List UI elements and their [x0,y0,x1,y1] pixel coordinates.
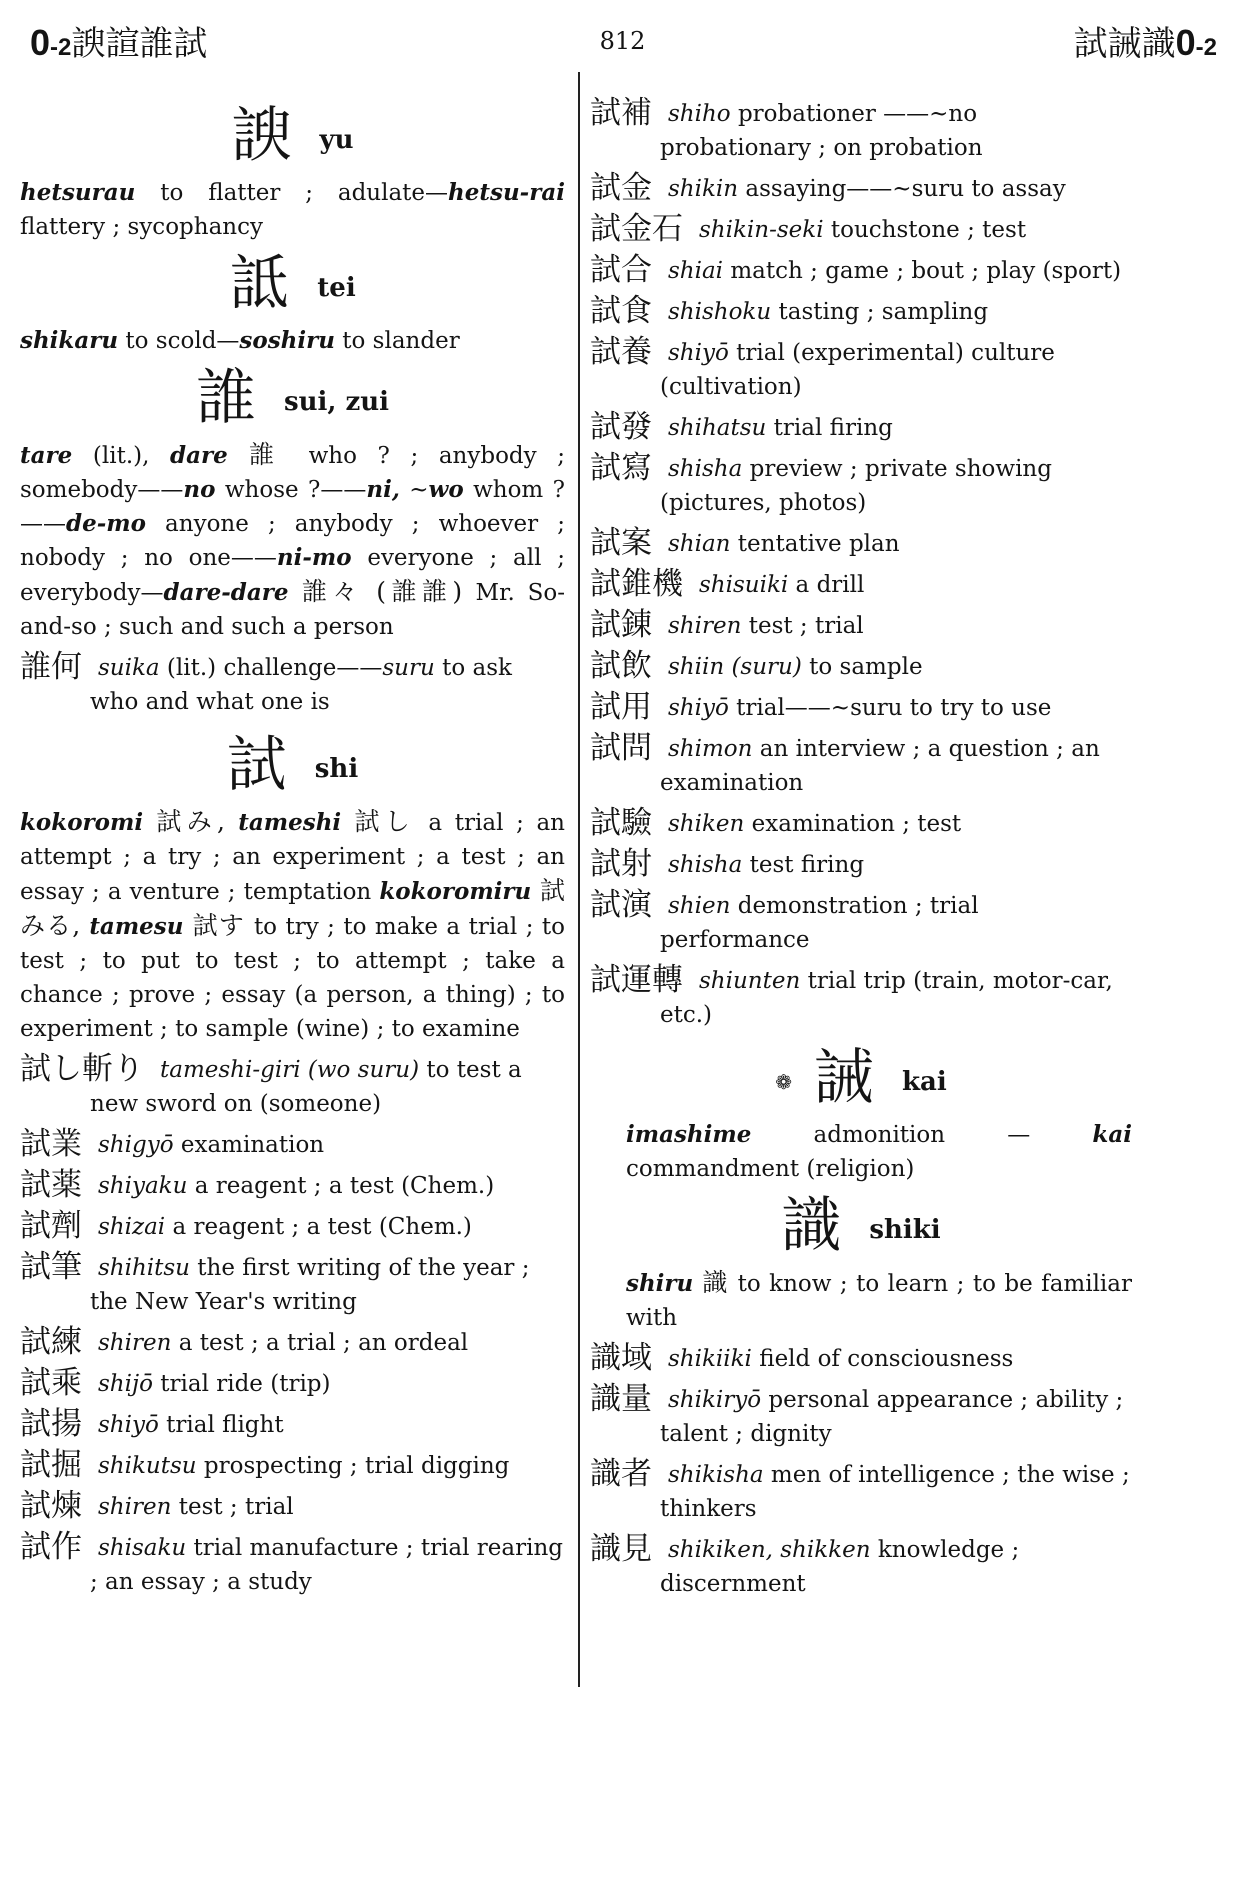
headword: kokoromi [20,809,144,836]
entry-reading: shijō [98,1371,153,1397]
entry-reading: shizai [98,1214,166,1240]
entry-gloss: tentative plan [730,531,900,557]
entry-kanji: 試業 [20,1126,82,1162]
compound-entry [20,1325,565,1360]
definition-shi [20,805,565,1046]
entry-kanji: 試飲 [590,648,652,684]
heading-reading: yu [319,125,354,156]
compound-entry [20,1250,565,1319]
entry-kanji: 試掘 [20,1447,82,1483]
entry-gloss: the first writing of the year ; the New Year's writing [90,1255,530,1315]
character-heading-sui [20,358,565,438]
entry-kanji: 試問 [590,730,652,766]
entry-gloss: assaying——~suru to assay [738,176,1066,202]
entry-kanji: 試金石 [590,211,683,247]
inline-kanji: 試し [341,807,429,836]
entry-gloss: a reagent ; a test (Chem.) [187,1173,495,1199]
entry-gloss: knowledge ; discernment [660,1537,1020,1597]
entry-gloss: tasting ; sampling [771,299,989,325]
entry-gloss: trial manufacture ; trial rearing ; an essay ; a study [90,1535,563,1595]
definition-sui [20,438,565,644]
entry-kanji: 試演 [590,887,652,923]
page-number: 812 [599,27,646,55]
section-code-suffix: -2 [1195,34,1217,61]
compound-entry [590,1457,1132,1526]
entry-reading: shiunten [699,968,801,994]
entry-reading: shiren [98,1330,172,1356]
gloss-text: Mr. So-and-so ; such and such a person [20,580,566,640]
headword: imashime [626,1121,752,1148]
entry-reading: shikin [668,176,739,202]
entry-kanji: 試錬 [590,607,652,643]
headword: shikaru [20,327,119,354]
entry-kanji: 試金 [590,170,652,206]
entry-reading: shiyō [98,1412,159,1438]
entry-reading: shian [668,531,731,557]
entry-kanji: 試寫 [590,450,652,486]
entry-reading: suika [98,655,160,681]
entry-kanji: 識域 [590,1340,652,1376]
compound-entry [590,608,1132,643]
headword: no [183,476,216,503]
compound-entry [590,335,1132,404]
heading-kanji: 試 [226,730,287,800]
entry-reading: shigyō [98,1132,174,1158]
compound-entry [590,451,1132,520]
entry-reading: shikiiki [668,1346,752,1372]
headword: wo [428,476,464,503]
gloss-text: commandment (religion) [626,1156,915,1182]
inline-kanji: 試す [183,911,254,940]
compound-entry [590,96,1132,165]
entry-reading: shiyō [668,340,729,366]
compound-entry [590,649,1132,684]
compound-entry [20,1407,565,1442]
headword: dare-dare [163,579,289,606]
compound-entry [590,1341,1132,1376]
compound-entry [590,1382,1132,1451]
entry-reading: shiren [98,1494,172,1520]
compound-entry [590,731,1132,800]
entry-gloss: test firing [742,852,865,878]
gloss-text: to try ; to make a trial ; to test ; to put to test ; to attempt ; take a chance ; prove ; essay (a person, a thing) ; to experiment ; to sample (wine) ; to examine [20,914,565,1042]
heading-kanji: 誰 [195,363,256,433]
entry-gloss: trial (experimental) culture (cultivation) [660,340,1055,400]
compound-entry [20,1489,565,1524]
entry-gloss: prospecting ; trial digging [196,1453,510,1479]
entry-kanji: 試筆 [20,1249,82,1285]
entry-gloss: (lit.) challenge—— [159,655,383,681]
entry-gloss: test ; trial [171,1494,294,1520]
compound-entry [20,1366,565,1401]
headword: kai [1092,1121,1132,1148]
heading-kanji: 詆 [229,249,290,319]
entry-reading: suru [382,655,435,681]
entry-kanji: 識者 [590,1456,652,1492]
heading-kanji: 諛 [231,101,292,171]
entry-kanji: 試揚 [20,1406,82,1442]
entry-reading: shiyaku [98,1173,188,1199]
heading-reading: kai [902,1067,947,1098]
compound-entry [590,963,1132,1032]
compound-entry [590,1532,1132,1601]
entry-gloss: demonstration ; trial performance [660,893,979,953]
compound-entry [590,690,1132,725]
running-head-kanji: 諛諠誰試 [71,24,208,64]
entry-kanji: 試養 [590,334,652,370]
entry-gloss: to ask who and what one is [90,655,512,715]
entry-kanji: 試練 [20,1324,82,1360]
character-heading-kai [590,1038,1132,1118]
entry-reading: shikutsu [98,1453,197,1479]
entry-reading: shiyō [668,695,729,721]
entry-kanji: 識量 [590,1381,652,1417]
headword: shiru [626,1270,694,1297]
character-heading-yu [20,96,565,176]
entry-gloss: touchstone ; test [823,217,1027,243]
entry-gloss: to sample [801,654,923,680]
gloss-text: admonition — [751,1122,1093,1148]
entry-reading: shiren [668,613,742,639]
inline-kanji: 試みる, [20,876,565,940]
section-code-suffix: -2 [50,34,72,61]
entry-kanji: 試案 [590,525,652,561]
entry-reading: shikisha [668,1462,764,1488]
entry-gloss: a reagent ; a test (Chem.) [165,1214,472,1240]
compound-entry [590,567,1132,602]
compound-entry [590,410,1132,445]
gloss-text: (lit.), [72,443,171,469]
gloss-text: to slander [334,328,460,354]
entry-reading: shisha [668,852,743,878]
headword: kokoromiru [379,878,532,905]
gloss-text: whose ?—— [215,477,367,503]
definition-tei [20,324,565,358]
entry-reading: shisaku [98,1535,187,1561]
compound-entry [20,1127,565,1162]
entry-reading: shihitsu [98,1255,190,1281]
compound-entry [20,650,565,719]
entry-reading: shiho [668,101,731,127]
entry-reading: shishoku [668,299,772,325]
compound-entry [590,806,1132,841]
entry-reading: shikiryō [668,1387,762,1413]
entry-gloss: preview ; private showing (pictures, photos) [660,456,1052,516]
right-column [590,90,1132,1607]
flower-marker-icon: ❁ [775,1070,792,1095]
entry-kanji: 試運轉 [590,962,683,998]
left-column [20,96,565,1605]
compound-entry [20,1168,565,1203]
gloss-text: ~ [399,477,429,503]
entry-reading: shisha [668,456,743,482]
entry-reading: shimon [668,736,753,762]
entry-kanji: 試し斬り [20,1051,144,1087]
compound-entry [590,526,1132,561]
entry-kanji: 誰何 [20,649,82,685]
entry-kanji: 試發 [590,409,652,445]
entry-kanji: 試錐機 [590,566,683,602]
headword: tameshi [238,809,342,836]
running-head-right [1074,18,1217,68]
entry-kanji: 試用 [590,689,652,725]
character-heading-tei [20,244,565,324]
entry-reading: tameshi-giri (wo suru) [160,1057,420,1083]
entry-kanji: 試射 [590,846,652,882]
entry-gloss: trial——~suru to try to use [728,695,1052,721]
headword: ni-mo [276,544,352,571]
gloss-text: to know ; to learn ; to be familiar with [626,1271,1132,1331]
entry-reading: shikiken, shikken [668,1537,871,1563]
heading-reading: sui, zui [283,387,390,418]
entry-gloss: match ; game ; bout ; play (sport) [723,258,1122,284]
gloss-text: a trial ; an attempt ; a try ; an experiment ; a test ; an essay ; a venture ; temptation [20,810,565,905]
entry-reading: shisuiki [699,572,789,598]
compound-entry [590,171,1132,206]
running-head-kanji: 試誡識 [1073,24,1176,64]
compound-entry [20,1209,565,1244]
heading-kanji: 識 [781,1191,842,1261]
entry-gloss: trial ride (trip) [152,1371,331,1397]
entry-gloss: a test ; a trial ; an ordeal [171,1330,469,1356]
entry-kanji: 識見 [590,1531,652,1567]
entry-kanji: 試煉 [20,1488,82,1524]
headword: dare [170,442,228,469]
compound-entry [590,212,1132,247]
entry-reading: shiin (suru) [668,654,802,680]
definition-kai [590,1118,1132,1186]
headword: ni, [366,476,400,503]
headword: de-mo [66,510,146,537]
inline-kanji: 識 [693,1268,738,1297]
entry-gloss: examination [173,1132,325,1158]
character-heading-shiki [590,1186,1132,1266]
entry-kanji: 試乘 [20,1365,82,1401]
column-divider [578,72,580,1687]
character-heading-shi [20,725,565,805]
entry-gloss: to test a new sword on (someone) [90,1057,522,1117]
gloss-text: whom ?—— [20,477,565,537]
entry-gloss: examination ; test [744,811,962,837]
compound-entry [590,294,1132,329]
definition-shiki [590,1266,1132,1335]
definition-yu [20,176,565,244]
entry-gloss: an interview ; a question ; an examination [660,736,1100,796]
gloss-text: flattery ; sycophancy [20,214,263,240]
entry-reading: shikin-seki [699,217,824,243]
entry-gloss: trial flight [158,1412,284,1438]
entry-reading: shien [668,893,731,919]
entry-reading: shiai [668,258,724,284]
entry-gloss: personal appearance ; ability ; talent ; dignity [660,1387,1124,1447]
headword: tamesu [89,913,184,940]
section-code: 0 [30,22,51,63]
entry-kanji: 試驗 [590,805,652,841]
compound-entry [590,888,1132,957]
headword: hetsurau [20,179,136,206]
entry-gloss: probationer ——~no probationary ; on probation [660,101,983,161]
compound-entry [590,847,1132,882]
compound-entry [20,1448,565,1483]
entry-gloss: trial firing [766,415,893,441]
entry-kanji: 試薬 [20,1167,82,1203]
compound-entry [590,253,1132,288]
compound-entry [20,1530,565,1599]
gloss-text: to scold— [118,328,240,354]
headword: soshiru [239,327,335,354]
inline-kanji: 試み, [143,807,239,836]
headword: hetsu-rai [448,179,565,206]
entry-kanji: 試補 [590,95,652,131]
entry-gloss: test ; trial [741,613,864,639]
entry-gloss: field of consciousness [751,1346,1014,1372]
entry-kanji: 試食 [590,293,652,329]
entry-gloss: men of intelligence ; the wise ; thinkers [660,1462,1130,1522]
entry-kanji: 試劑 [20,1208,82,1244]
headword: tare [20,442,73,469]
entry-gloss: trial trip (train, motor-car, etc.) [660,968,1113,1028]
heading-kanji: 誡 [814,1043,874,1113]
entry-gloss: a drill [788,572,865,598]
entry-reading: shiken [668,811,745,837]
section-code: 0 [1175,22,1196,63]
heading-reading: shiki [869,1215,941,1246]
gloss-text: to flatter ; adulate— [135,180,449,206]
heading-reading: tei [317,273,356,304]
gloss-text: everyone ; all ; everybody— [20,545,565,606]
entry-kanji: 試作 [20,1529,82,1565]
entry-reading: shihatsu [668,415,767,441]
gloss-text: anyone ; anybody ; whoever ; nobody ; no one—— [20,511,565,571]
compound-entry [20,1052,565,1121]
heading-reading: shi [314,754,359,785]
inline-kanji: 誰 [227,440,309,469]
gloss-text: who ? ; anybody ; somebody—— [20,443,565,503]
inline-kanji: 誰々 (誰誰) [288,577,476,606]
entry-kanji: 試合 [590,252,652,288]
